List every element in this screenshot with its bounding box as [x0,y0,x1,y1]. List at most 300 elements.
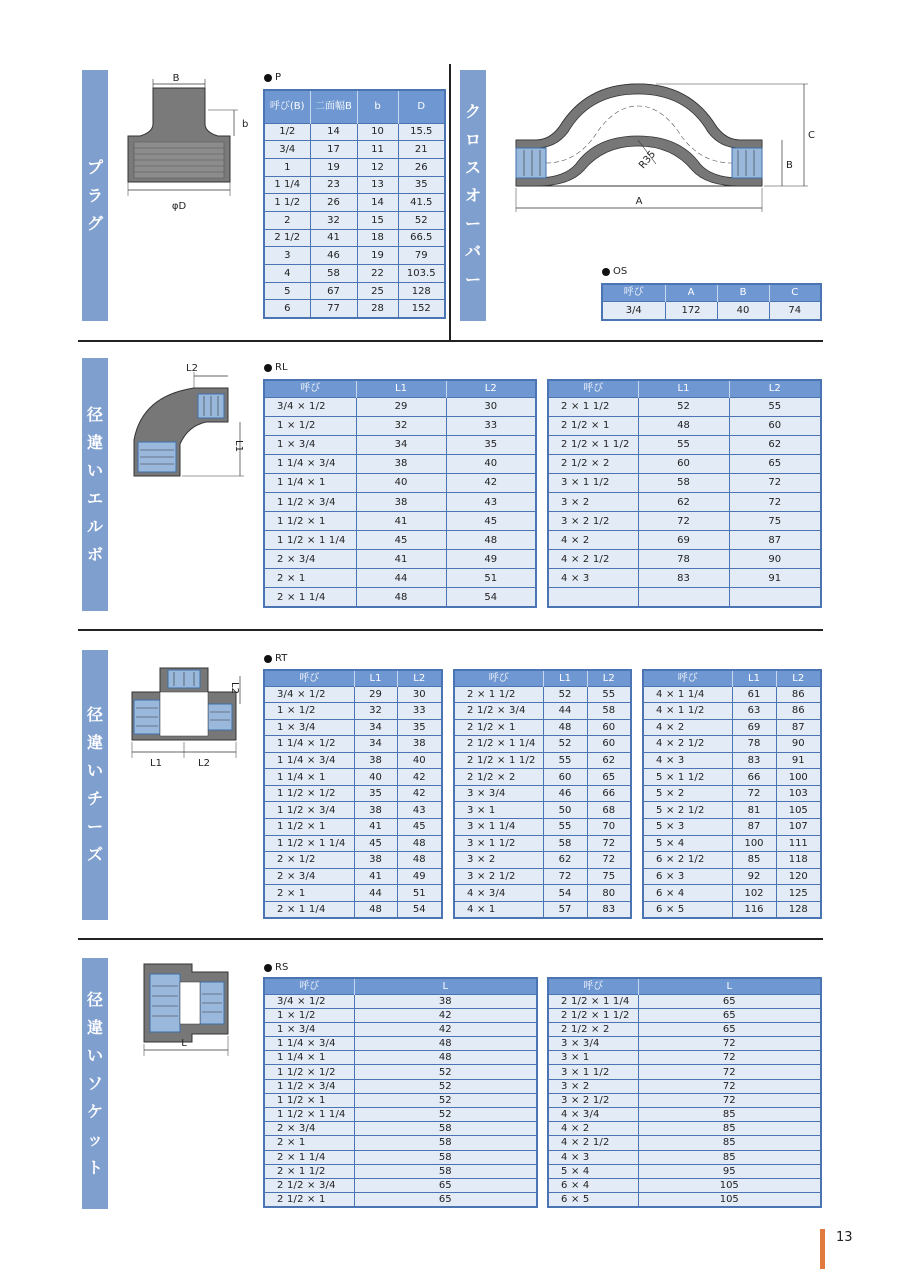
value-cell: 83 [587,901,631,918]
value-cell: 100 [732,835,776,852]
value-cell: 105 [638,1193,821,1207]
size-cell: 2 1/2 × 2 [454,769,543,786]
value-cell [638,588,729,607]
value-cell: 72 [587,852,631,869]
size-cell: 3 × 1 1/2 [454,835,543,852]
size-cell: 2 × 1 1/2 [454,686,543,703]
size-cell: 4 × 2 1/2 [548,1136,638,1150]
table-row [548,1136,821,1150]
size-cell: 2 × 1 1/4 [264,901,354,918]
value-cell: 38 [354,994,537,1008]
value-cell: 72 [638,1093,821,1107]
table-row [454,835,631,852]
size-cell: 3/4 × 1/2 [264,686,354,703]
size-cell: 4 × 2 1/2 [548,550,638,569]
table-row [264,719,442,736]
table-row [643,686,821,703]
table-row [548,1008,821,1022]
column-header: L2 [397,670,442,686]
table-row [643,868,821,885]
value-cell: 12 [357,158,398,176]
table-row [643,835,821,852]
value-cell: 66 [587,785,631,802]
value-cell: 111 [776,835,821,852]
table-row [454,785,631,802]
table-row [454,686,631,703]
value-cell: 67 [310,282,357,300]
value-cell: 83 [732,752,776,769]
size-cell: 6 × 5 [643,901,732,918]
value-cell: 52 [638,397,729,416]
column-header: L1 [543,670,587,686]
value-cell: 58 [543,835,587,852]
value-cell: 102 [732,885,776,902]
value-cell: 128 [776,901,821,918]
table-row [548,1051,821,1065]
value-cell: 48 [397,852,442,869]
table-row [264,703,442,720]
value-cell: 54 [543,885,587,902]
reducing-tee-table-3 [642,669,822,919]
size-cell: 2 × 1/2 [264,852,354,869]
table-row [264,1178,537,1192]
column-header: L1 [356,380,446,397]
size-cell: 1 1/2 × 3/4 [264,802,354,819]
crossover-dim-C: C [808,130,815,141]
value-cell: 72 [638,1051,821,1065]
section-label-text: ク ロ ス オ ー バ ー [464,101,481,289]
value-cell: 52 [398,211,445,229]
value-cell: 14 [310,123,357,141]
size-cell: 1 × 1/2 [264,1008,354,1022]
value-cell: 55 [543,752,587,769]
value-cell: 48 [354,1051,537,1065]
size-cell: 1 × 3/4 [264,1022,354,1036]
value-cell: 19 [310,158,357,176]
value-cell: 42 [397,769,442,786]
table-row [643,719,821,736]
size-cell: 1 × 1/2 [264,703,354,720]
size-cell: 4 × 2 [548,531,638,550]
column-header: 呼び [264,670,354,686]
value-cell: 55 [543,819,587,836]
plug-diagram [118,70,258,220]
bullet-icon [264,964,272,972]
size-cell: 5 × 2 1/2 [643,802,732,819]
table-row [264,531,536,550]
size-cell: 2 1/2 × 1 1/2 [548,1008,638,1022]
table-row [264,265,445,283]
table-row [264,1108,537,1122]
value-cell: 40 [356,473,446,492]
value-cell: 45 [356,531,446,550]
table-row [454,752,631,769]
column-header: b [357,90,398,123]
size-cell: 3 × 3/4 [548,1037,638,1051]
table-row [264,512,536,531]
value-cell: 40 [397,752,442,769]
table-row [548,512,821,531]
size-cell: 1 1/2 × 1/2 [264,1065,354,1079]
value-cell: 35 [397,719,442,736]
value-cell: 41 [310,229,357,247]
table-row [264,868,442,885]
size-cell: 5 × 4 [548,1164,638,1178]
value-cell: 25 [357,282,398,300]
value-cell: 85 [638,1136,821,1150]
size-cell: 4 × 3/4 [454,885,543,902]
reducing-elbow-dim-L2: L2 [186,363,198,374]
value-cell: 48 [543,719,587,736]
table-row [454,819,631,836]
table-row [264,736,442,753]
value-cell: 55 [729,397,821,416]
value-cell: 23 [310,176,357,194]
table-row [548,1164,821,1178]
value-cell: 68 [587,802,631,819]
value-cell: 105 [776,802,821,819]
column-header: L2 [776,670,821,686]
reducing-elbow-code [264,362,288,373]
reducing-socket-table-left [263,977,538,1208]
value-cell: 72 [587,835,631,852]
table-row [548,492,821,511]
size-cell: 2 1/2 × 3/4 [454,703,543,720]
table-row [643,901,821,918]
table-row [548,473,821,492]
reducing-tee-dim-L2: L2 [198,758,210,769]
size-cell: 5 × 2 [643,785,732,802]
table-row [643,885,821,902]
value-cell: 79 [398,247,445,265]
size-cell: 3 × 1 [454,802,543,819]
value-cell: 65 [354,1193,537,1207]
value-cell: 85 [638,1150,821,1164]
column-header: 呼び [264,380,356,397]
reducing-tee-code-text: RT [275,653,288,664]
value-cell: 18 [357,229,398,247]
value-cell: 15.5 [398,123,445,141]
plug-dim-B: B [172,73,180,84]
plug-code-text: P [275,72,282,83]
table-header-row [602,284,821,301]
reducing-socket-code [264,962,288,973]
value-cell: 34 [354,736,397,753]
plug-section-label [82,70,108,321]
table-header-row [548,380,821,397]
size-cell: 6 × 4 [548,1178,638,1192]
size-cell: 2 1/2 [264,229,310,247]
value-cell: 38 [356,492,446,511]
size-cell: 1 1/2 × 1 [264,819,354,836]
value-cell: 65 [729,454,821,473]
size-cell: 3 × 1 1/4 [454,819,543,836]
value-cell: 57 [543,901,587,918]
value-cell: 58 [638,473,729,492]
table-row [264,492,536,511]
value-cell: 44 [354,885,397,902]
value-cell: 42 [354,1008,537,1022]
reducing-tee-code [264,653,287,664]
table-row [264,1051,537,1065]
reducing-elbow-body [134,388,228,476]
value-cell: 105 [638,1178,821,1192]
reducing-elbow-code-text: RL [275,362,288,373]
size-cell: 1 1/4 × 3/4 [264,454,356,473]
size-cell: 2 × 1 1/4 [264,1150,354,1164]
size-cell: 2 × 3/4 [264,550,356,569]
value-cell: 152 [398,300,445,318]
reducing-elbow-diagram [124,360,254,500]
reducing-tee-body [132,668,236,740]
size-cell: 1 1/4 × 3/4 [264,752,354,769]
value-cell: 35 [446,435,536,454]
value-cell: 40 [717,301,769,320]
value-cell: 45 [397,819,442,836]
size-cell: 2 1/2 × 1 1/2 [454,752,543,769]
table-row [264,550,536,569]
size-cell: 2 1/2 × 1 [548,416,638,435]
table-row [548,1093,821,1107]
value-cell: 62 [638,492,729,511]
table-row [264,901,442,918]
value-cell: 60 [587,719,631,736]
section-label-text: 径 違 い ソ ケ ッ ト [86,989,103,1177]
table-row [264,1164,537,1178]
size-cell: 1 × 3/4 [264,719,354,736]
value-cell: 48 [397,835,442,852]
table-row [264,300,445,318]
size-cell: 1 1/4 × 1 [264,769,354,786]
size-cell: 1 1/4 × 3/4 [264,1037,354,1051]
size-cell: 3/4 × 1/2 [264,397,356,416]
table-row [454,901,631,918]
value-cell: 103.5 [398,265,445,283]
value-cell: 29 [356,397,446,416]
reducing-elbow-table-left [263,379,537,608]
table-row [548,435,821,454]
value-cell: 52 [543,686,587,703]
size-cell: 4 × 3/4 [548,1108,638,1122]
table-header-row [643,670,821,686]
value-cell [729,588,821,607]
table-row [264,454,536,473]
value-cell: 120 [776,868,821,885]
size-cell: 3 × 3/4 [454,785,543,802]
reducing-elbow-dim-L1: L1 [233,440,244,452]
size-cell: 2 1/2 × 3/4 [264,1178,354,1192]
value-cell: 33 [397,703,442,720]
size-cell: 6 [264,300,310,318]
column-header: A [665,284,717,301]
table-row [264,211,445,229]
value-cell: 54 [446,588,536,607]
crossover-dim-B: B [786,160,793,171]
column-header: L1 [354,670,397,686]
table-row [264,158,445,176]
value-cell: 42 [354,1022,537,1036]
size-cell: 3 × 2 [548,492,638,511]
value-cell: 17 [310,141,357,159]
reducing-tee-table-2 [453,669,632,919]
table-row [264,569,536,588]
column-header: 呼び [264,978,354,994]
value-cell: 72 [729,492,821,511]
column-header: 呼び [602,284,665,301]
plug-dim-D: φD [171,201,187,212]
size-cell: 3 × 1 1/2 [548,473,638,492]
size-cell: 1 1/2 × 1/2 [264,785,354,802]
size-cell: 3 × 2 1/2 [548,512,638,531]
value-cell: 87 [776,719,821,736]
value-cell: 107 [776,819,821,836]
value-cell: 41 [356,512,446,531]
page-number: 13 [836,1230,853,1245]
crossover-dim-R: R35 [637,148,659,172]
size-cell: 2 1/2 × 1 [454,719,543,736]
size-cell: 2 1/2 × 2 [548,454,638,473]
table-row [264,435,536,454]
table-row [454,885,631,902]
value-cell: 26 [310,194,357,212]
table-row [264,1065,537,1079]
table-row [264,416,536,435]
value-cell: 72 [729,473,821,492]
value-cell: 63 [732,703,776,720]
table-row [264,1150,537,1164]
table-row [602,301,821,320]
value-cell: 48 [354,1037,537,1051]
value-cell: 29 [354,686,397,703]
value-cell: 72 [638,1079,821,1093]
value-cell: 38 [356,454,446,473]
plug-table [263,89,446,319]
table-row [264,686,442,703]
column-divider [449,64,451,342]
value-cell: 91 [776,752,821,769]
plug-dim-b: b [242,119,249,130]
value-cell: 49 [397,868,442,885]
value-cell: 11 [357,141,398,159]
table-row [548,1193,821,1207]
size-cell: 1 1/2 × 1 1/4 [264,835,354,852]
value-cell: 92 [732,868,776,885]
table-header-row [264,670,442,686]
value-cell: 38 [397,736,442,753]
table-row [264,1136,537,1150]
value-cell: 65 [638,1008,821,1022]
value-cell: 41 [356,550,446,569]
table-row [548,1079,821,1093]
table-row [264,802,442,819]
value-cell: 15 [357,211,398,229]
value-cell: 95 [638,1164,821,1178]
value-cell: 48 [446,531,536,550]
table-row [264,1022,537,1036]
value-cell: 38 [354,802,397,819]
table-header-row [264,90,445,123]
value-cell: 60 [729,416,821,435]
table-row [264,588,536,607]
column-header: 二面幅B [310,90,357,123]
size-cell: 4 × 3 [548,569,638,588]
value-cell: 172 [665,301,717,320]
value-cell: 52 [354,1108,537,1122]
value-cell: 34 [354,719,397,736]
value-cell: 44 [356,569,446,588]
column-header: 呼び [643,670,732,686]
column-header: L [638,978,821,994]
table-row [548,531,821,550]
reducing-tee-diagram [124,662,254,772]
value-cell: 60 [543,769,587,786]
value-cell: 10 [357,123,398,141]
table-row [264,819,442,836]
reducing-elbow-section-label [82,358,108,611]
value-cell: 19 [357,247,398,265]
size-cell: 2 × 1 1/2 [264,1164,354,1178]
value-cell: 54 [397,901,442,918]
section-divider-3 [78,938,823,940]
value-cell: 13 [357,176,398,194]
table-row [548,1108,821,1122]
size-cell: 6 × 4 [643,885,732,902]
reducing-socket-code-text: RS [275,962,289,973]
value-cell: 42 [397,785,442,802]
size-cell: 1 × 3/4 [264,435,356,454]
table-row [264,1122,537,1136]
value-cell: 58 [354,1136,537,1150]
table-row [548,1065,821,1079]
value-cell: 52 [543,736,587,753]
table-row [264,473,536,492]
value-cell: 30 [397,686,442,703]
size-cell: 1/2 [264,123,310,141]
table-row [264,1079,537,1093]
size-cell: 3 × 2 [548,1079,638,1093]
table-row [264,852,442,869]
size-cell: 3 [264,247,310,265]
value-cell: 21 [398,141,445,159]
value-cell: 51 [446,569,536,588]
value-cell: 65 [354,1178,537,1192]
table-row [454,736,631,753]
size-cell: 4 × 3 [643,752,732,769]
size-cell: 2 × 1 1/2 [548,397,638,416]
value-cell: 103 [776,785,821,802]
value-cell: 58 [587,703,631,720]
size-cell: 3 × 2 [454,852,543,869]
size-cell: 1 1/2 × 1 1/4 [264,1108,354,1122]
value-cell: 58 [354,1122,537,1136]
table-row [454,802,631,819]
value-cell: 81 [732,802,776,819]
table-row [264,123,445,141]
size-cell: 2 × 3/4 [264,868,354,885]
value-cell: 85 [638,1108,821,1122]
size-cell: 1 × 1/2 [264,416,356,435]
value-cell: 50 [543,802,587,819]
value-cell: 86 [776,686,821,703]
size-cell: 1 1/2 × 1 [264,1093,354,1107]
size-cell: 6 × 5 [548,1193,638,1207]
size-cell: 1 1/2 × 3/4 [264,492,356,511]
value-cell: 51 [397,885,442,902]
section-divider-1 [78,340,823,342]
size-cell: 4 × 2 [643,719,732,736]
value-cell: 32 [356,416,446,435]
column-header: L1 [732,670,776,686]
